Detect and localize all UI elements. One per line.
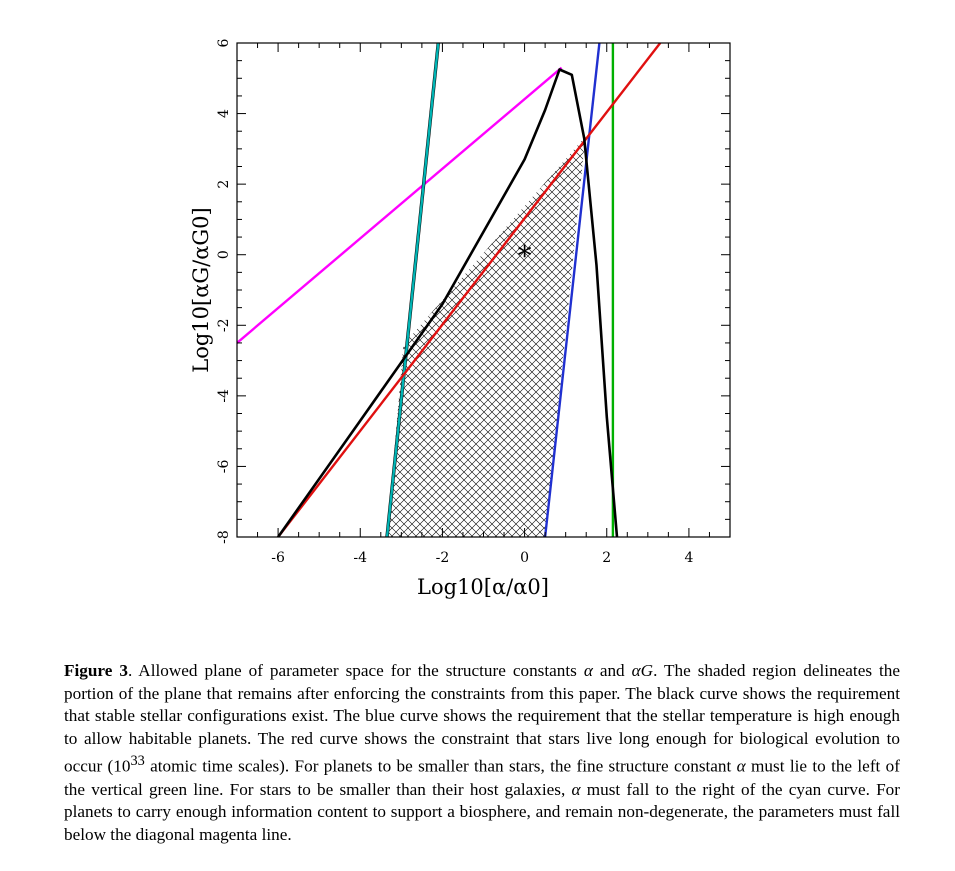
caption-text-6: must fall to the right of the cyan curve. For planets to carry enough information content to support a biosphere, and remain non-degenerate, the parameters must fall below the diagonal magenta line. [64, 779, 900, 844]
allowed-region [387, 137, 585, 538]
caption-label: Figure 3 [64, 661, 128, 680]
x-tick-label: 4 [684, 550, 694, 566]
x-axis-label: Log10[α/α0] [417, 575, 549, 599]
y-axis-label: Log10[αG/αG0] [189, 207, 213, 373]
x-tick-label: -2 [435, 550, 450, 566]
caption-alpha-3: α [571, 779, 581, 799]
caption-text-3: . The shaded region delineates the portion of the plane that remains after enforcing the constraints from this paper. The black curve shows the requirement that stable stellar configurations exist. The blue curve shows the requirement that the stellar temperature is high enough to allow habitable planets. The red curve shows the constraint that stars live long enough for biological evolution to occur ( [64, 661, 901, 777]
y-tick-label: 2 [216, 179, 232, 189]
caption-alpha-2: α [736, 757, 746, 777]
x-tick-label: 2 [602, 550, 612, 566]
y-tick-label: 4 [216, 109, 232, 119]
x-tick-label: -6 [271, 550, 285, 566]
x-tick-label: -4 [353, 550, 368, 566]
caption-text-1: . Allowed plane of parameter space for the structure constants [127, 661, 584, 680]
caption-alpha: α [583, 661, 593, 680]
x-tick-label: 0 [520, 550, 530, 566]
y-tick-label: -6 [216, 459, 232, 474]
figure-caption [64, 660, 900, 846]
y-tick-label: -8 [216, 530, 232, 544]
caption-power-exponent: 33 [130, 753, 145, 770]
y-tick-label: -4 [216, 389, 232, 403]
caption-text-4: atomic time scales). For planets to be smaller than stars, the fine structure constant [144, 757, 737, 777]
caption-text-2: and [592, 661, 632, 680]
caption-alphaG: αG [631, 661, 654, 680]
y-tick-label: 6 [216, 38, 232, 48]
observed-values-marker: * [517, 239, 532, 273]
caption-power-base: 10 [113, 757, 131, 777]
caption-text-5: must lie to the left of the vertical green line. For stars to be smaller than their host galaxies, [64, 757, 900, 799]
y-tick-label: -2 [216, 318, 232, 333]
y-tick-label: 0 [216, 250, 233, 260]
